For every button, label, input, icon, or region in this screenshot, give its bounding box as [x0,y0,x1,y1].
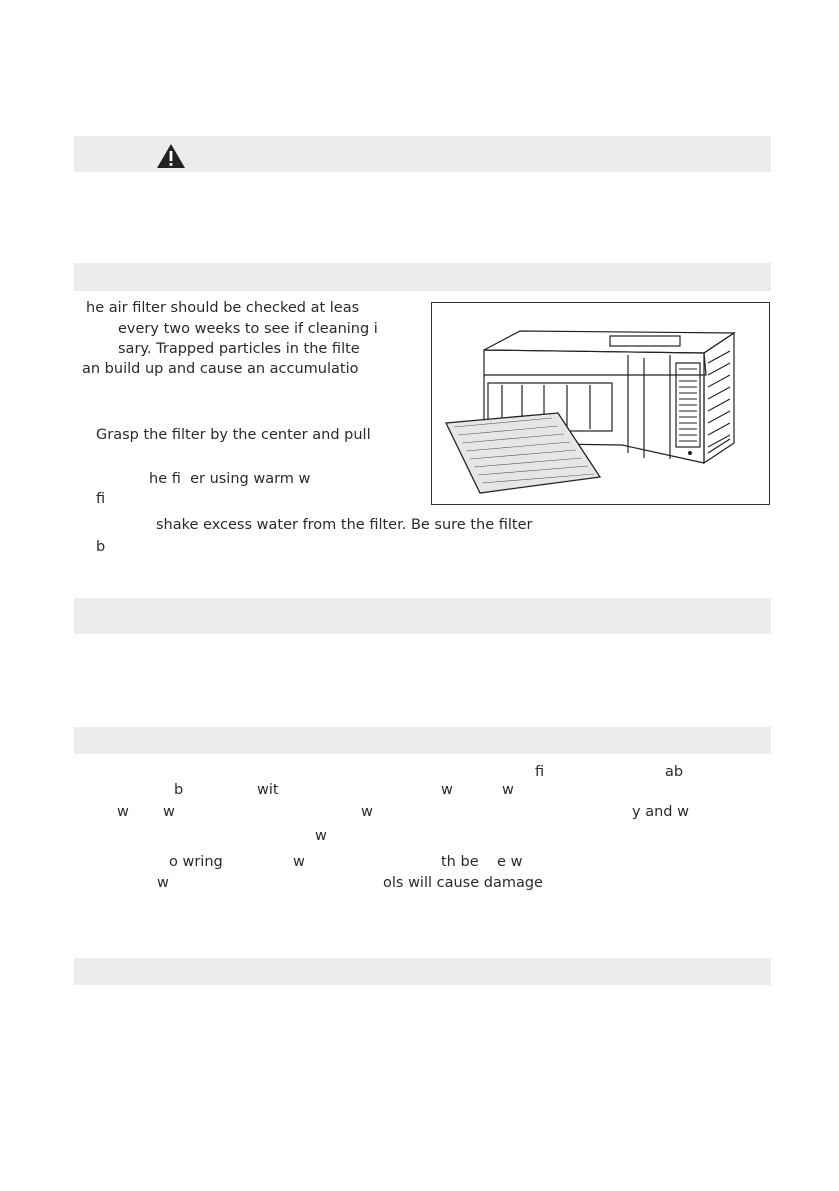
filter-step-3b: b [96,539,106,555]
filter-para-line-3: sary. Trapped particles in the filte [118,341,360,357]
filter-step-2b: fi [96,491,106,507]
section-header-3 [74,598,771,634]
clean-l6-a: w [157,875,169,891]
clean-l4-a: w [315,828,327,844]
filter-step-1: Grasp the filter by the center and pull [96,427,371,443]
clean-l2-b: wit [257,782,279,798]
section-header-5 [74,958,771,985]
clean-l3-b: w [163,804,175,820]
filter-step-3a: shake excess water from the filter. Be sure the filter [156,517,533,533]
section-header-cleaning [74,727,771,754]
clean-l1-a: fi [535,764,545,780]
clean-l2-c: w [441,782,453,798]
clean-l5-c: th be e w [441,854,523,870]
clean-l3-d: y and w [632,804,689,820]
filter-para-line-4: an build up and cause an accumulatio [82,361,359,377]
filter-para-line-2: every two weeks to see if cleaning i [118,321,378,337]
warning-triangle-icon [156,143,186,169]
clean-l3-a: w [117,804,129,820]
warning-bar [74,136,771,172]
filter-step-2a: he fi er using warm w [149,471,311,487]
clean-l1-b: ab [665,764,684,780]
clean-l2-d: w [502,782,514,798]
air-conditioner-filter-illustration [432,303,769,504]
clean-l2-a: b [174,782,184,798]
filter-para-line-1: he air filter should be checked at leas [86,300,360,316]
clean-l6-b: ols will cause damage [383,875,543,891]
clean-l3-c: w [361,804,373,820]
clean-l5-a: o wring [169,854,223,870]
air-conditioner-figure [431,302,770,505]
section-header-filter [74,263,771,291]
clean-l5-b: w [293,854,305,870]
